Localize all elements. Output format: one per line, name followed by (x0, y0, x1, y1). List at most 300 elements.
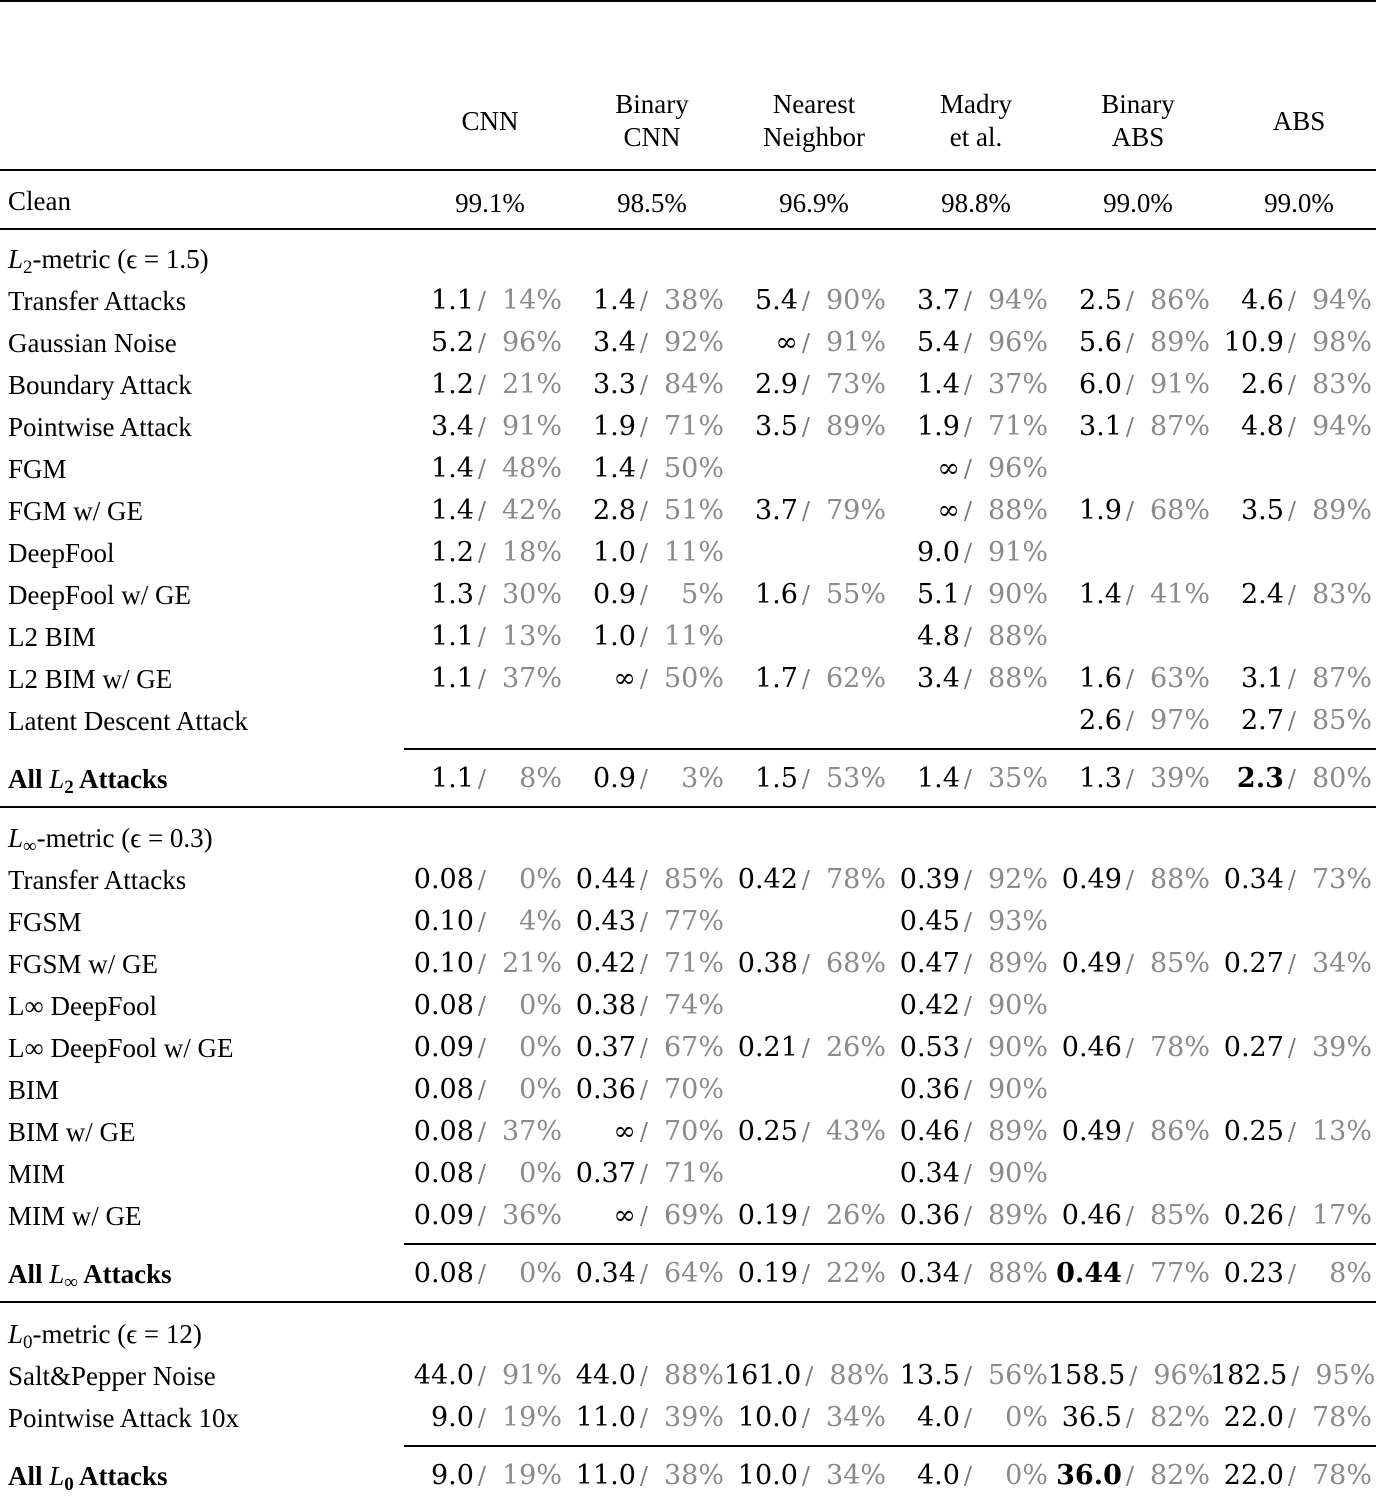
median-perturbation: 0.49 (1061, 1116, 1122, 1147)
separator: / (477, 1404, 486, 1432)
success-rate: 92% (987, 864, 1048, 895)
column-header-line2: ABS (1111, 122, 1165, 152)
success-rate: 73% (825, 369, 886, 400)
median-perturbation: 22.0 (1223, 1402, 1284, 1433)
column-header (895, 88, 1057, 154)
result-cell (1210, 1027, 1372, 1069)
separator: / (963, 287, 972, 315)
label-suffix: -metric (ϵ = 0.3) (36, 823, 213, 853)
separator: / (477, 371, 486, 399)
row-label: Pointwise Attack (8, 412, 192, 442)
median-perturbation: 10.0 (737, 1402, 798, 1433)
median-perturbation: 0.25 (737, 1116, 798, 1147)
median-perturbation: 0.44 (575, 864, 636, 895)
success-rate: 0% (519, 1258, 562, 1289)
summary-rule (404, 1445, 1376, 1447)
summary-label (8, 758, 168, 800)
median-perturbation: 0.46 (1061, 1200, 1122, 1231)
success-rate: 11% (663, 537, 724, 568)
column-header (409, 105, 571, 138)
success-rate: 0% (1005, 1402, 1048, 1433)
result-cell (400, 658, 562, 700)
separator: / (1291, 1362, 1300, 1390)
result-cell (1048, 658, 1210, 700)
success-rate: 88% (987, 1258, 1048, 1289)
success-rate: 78% (1149, 1032, 1210, 1063)
median-perturbation: 1.9 (1078, 495, 1122, 526)
separator: / (1125, 1202, 1134, 1230)
separator: / (1125, 1462, 1134, 1490)
separator: / (1287, 413, 1296, 441)
separator: / (639, 413, 648, 441)
separator: / (639, 1404, 648, 1432)
section-header-row (0, 1313, 1376, 1355)
result-cell (1048, 758, 1210, 800)
result-cell (562, 574, 724, 616)
median-perturbation: 2.5 (1078, 285, 1122, 316)
separator: / (963, 581, 972, 609)
median-perturbation: 5.4 (916, 327, 960, 358)
success-rate: 90% (825, 285, 886, 316)
separator: / (1125, 1034, 1134, 1062)
result-cell (562, 322, 724, 364)
success-rate: 5% (681, 579, 724, 610)
separator: / (477, 455, 486, 483)
median-perturbation: ∞ (613, 1116, 636, 1147)
success-rate: 84% (663, 369, 724, 400)
separator: / (1287, 1462, 1296, 1490)
column-header (571, 88, 733, 154)
result-cell (724, 1397, 886, 1439)
result-cell (1048, 943, 1210, 985)
median-perturbation: 1.5 (754, 763, 798, 794)
result-cell (886, 901, 1048, 943)
separator: / (477, 992, 486, 1020)
table-row (0, 406, 1376, 448)
success-rate: 22% (825, 1258, 886, 1289)
separator: / (639, 950, 648, 978)
separator: / (963, 1202, 972, 1230)
success-rate: 96% (1153, 1360, 1214, 1391)
success-rate: 36% (501, 1200, 562, 1231)
median-perturbation: 44.0 (413, 1360, 474, 1391)
median-perturbation: 4.0 (916, 1460, 960, 1491)
success-rate: 70% (663, 1116, 724, 1147)
separator: / (963, 413, 972, 441)
separator: / (963, 866, 972, 894)
table-row (0, 1069, 1376, 1111)
result-cell (886, 1195, 1048, 1237)
metric-symbol: L (49, 1461, 65, 1491)
separator: / (477, 329, 486, 357)
table-row (0, 364, 1376, 406)
success-rate: 85% (663, 864, 724, 895)
success-rate: 89% (987, 1116, 1048, 1147)
clean-row (0, 180, 1376, 222)
result-cell (562, 758, 724, 800)
success-rate: 19% (501, 1460, 562, 1491)
result-cell (1210, 280, 1372, 322)
result-cell (886, 490, 1048, 532)
result-cell (724, 859, 886, 901)
result-cell (724, 364, 886, 406)
metric-symbol: L (8, 823, 24, 853)
result-cell (400, 616, 562, 658)
separator: / (1125, 413, 1134, 441)
success-rate: 0% (519, 1032, 562, 1063)
success-rate: 85% (1149, 948, 1210, 979)
row-label: Gaussian Noise (8, 328, 177, 358)
median-perturbation: 1.4 (430, 453, 474, 484)
median-perturbation: 44.0 (575, 1360, 636, 1391)
median-perturbation: 36.0 (1056, 1460, 1122, 1491)
median-perturbation: 5.1 (916, 579, 960, 610)
result-cell (886, 1253, 1048, 1295)
result-cell (1048, 1355, 1214, 1397)
separator: / (477, 665, 486, 693)
metric-symbol: L (8, 1319, 24, 1349)
separator: / (639, 1202, 648, 1230)
median-perturbation: 0.53 (899, 1032, 960, 1063)
median-perturbation: 0.27 (1223, 1032, 1284, 1063)
table-row (0, 985, 1376, 1027)
success-rate: 37% (987, 369, 1048, 400)
result-cell (1048, 1253, 1210, 1295)
success-rate: 82% (1149, 1460, 1210, 1491)
summary-label (8, 1253, 172, 1295)
success-rate: 26% (825, 1032, 886, 1063)
row-label: MIM w/ GE (8, 1201, 142, 1231)
median-perturbation: 0.44 (1056, 1258, 1122, 1289)
separator: / (1125, 866, 1134, 894)
separator: / (639, 1034, 648, 1062)
median-perturbation: 0.08 (413, 1158, 474, 1189)
success-rate: 85% (1149, 1200, 1210, 1231)
success-rate: 4% (519, 906, 562, 937)
median-perturbation: 1.3 (430, 579, 474, 610)
result-cell (400, 1027, 562, 1069)
median-perturbation: 0.43 (575, 906, 636, 937)
row-label: DeepFool w/ GE (8, 580, 191, 610)
median-perturbation: 3.1 (1240, 663, 1284, 694)
separator: / (1125, 329, 1134, 357)
separator: / (805, 1362, 814, 1390)
median-perturbation: 1.2 (430, 537, 474, 568)
median-perturbation: 1.4 (592, 453, 636, 484)
result-cell (562, 1111, 724, 1153)
success-rate: 77% (663, 906, 724, 937)
success-rate: 74% (663, 990, 724, 1021)
success-rate: 37% (501, 663, 562, 694)
success-rate: 90% (987, 579, 1048, 610)
success-rate: 39% (1149, 763, 1210, 794)
median-perturbation: 0.47 (899, 948, 960, 979)
median-perturbation: 2.8 (592, 495, 636, 526)
median-perturbation: 0.39 (899, 864, 960, 895)
success-rate: 63% (1149, 663, 1210, 694)
success-rate: 83% (1311, 369, 1372, 400)
median-perturbation: 13.5 (899, 1360, 960, 1391)
median-perturbation: 0.38 (737, 948, 798, 979)
median-perturbation: 1.7 (754, 663, 798, 694)
result-cell (886, 616, 1048, 658)
success-rate: 14% (501, 285, 562, 316)
result-cell (724, 658, 886, 700)
success-rate: 91% (501, 1360, 562, 1391)
median-perturbation: 1.9 (592, 411, 636, 442)
row-label: L2 BIM (8, 622, 96, 652)
result-cell (724, 1195, 886, 1237)
median-perturbation: 4.6 (1240, 285, 1284, 316)
median-perturbation: 9.0 (430, 1402, 474, 1433)
median-perturbation: 3.1 (1078, 411, 1122, 442)
median-perturbation: 158.5 (1048, 1360, 1126, 1391)
median-perturbation: 1.4 (916, 369, 960, 400)
success-rate: 53% (825, 763, 886, 794)
separator: / (639, 1462, 648, 1490)
median-perturbation: 0.49 (1061, 864, 1122, 895)
result-cell (1048, 280, 1210, 322)
table-row (0, 1195, 1376, 1237)
success-rate: 71% (663, 1158, 724, 1189)
table-rule (0, 806, 1376, 808)
success-rate: 82% (1149, 1402, 1210, 1433)
result-cell (724, 1355, 890, 1397)
median-perturbation: 0.08 (413, 1074, 474, 1105)
result-cell (400, 532, 562, 574)
result-cell (886, 1355, 1048, 1397)
label-suffix: -metric (ϵ = 1.5) (32, 244, 209, 274)
result-cell (1048, 490, 1210, 532)
separator: / (1287, 1202, 1296, 1230)
success-rate: 0% (1005, 1460, 1048, 1491)
median-perturbation: 0.46 (899, 1116, 960, 1147)
success-rate: 97% (1149, 705, 1210, 736)
success-rate: 56% (987, 1360, 1048, 1391)
median-perturbation: 1.1 (430, 663, 474, 694)
median-perturbation: 1.3 (1078, 763, 1122, 794)
success-rate: 42% (501, 495, 562, 526)
result-cell (886, 658, 1048, 700)
separator: / (477, 623, 486, 651)
result-cell (1210, 406, 1372, 448)
label-suffix: Attacks (73, 1461, 168, 1491)
separator: / (801, 287, 810, 315)
result-cell (400, 406, 562, 448)
median-perturbation: 2.6 (1078, 705, 1122, 736)
result-cell (886, 985, 1048, 1027)
metric-subscript: 0 (64, 1474, 74, 1495)
column-header-line2: et al. (949, 122, 1003, 152)
success-rate: 80% (1311, 763, 1372, 794)
median-perturbation: 2.9 (754, 369, 798, 400)
median-perturbation: 1.4 (1078, 579, 1122, 610)
median-perturbation: 0.08 (413, 1116, 474, 1147)
row-label: Transfer Attacks (8, 865, 187, 895)
separator: / (963, 1118, 972, 1146)
separator: / (963, 1462, 972, 1490)
result-cell (1210, 758, 1372, 800)
row-label: FGSM (8, 907, 82, 937)
table-rule (0, 169, 1376, 171)
success-rate: 89% (825, 411, 886, 442)
summary-row (0, 1253, 1376, 1295)
median-perturbation: 0.42 (899, 990, 960, 1021)
success-rate: 71% (663, 411, 724, 442)
success-rate: 73% (1311, 864, 1372, 895)
separator: / (963, 950, 972, 978)
median-perturbation: 1.0 (592, 621, 636, 652)
row-label: Salt&Pepper Noise (8, 1361, 216, 1391)
table-row (0, 448, 1376, 490)
table-row (0, 532, 1376, 574)
median-perturbation: 0.37 (575, 1032, 636, 1063)
result-cell (562, 943, 724, 985)
success-rate: 68% (825, 948, 886, 979)
median-perturbation: ∞ (775, 327, 798, 358)
separator: / (639, 1260, 648, 1288)
success-rate: 94% (1311, 285, 1372, 316)
separator: / (1125, 950, 1134, 978)
median-perturbation: 0.36 (575, 1074, 636, 1105)
column-header-line1: Binary (615, 89, 689, 119)
separator: / (477, 539, 486, 567)
separator: / (1287, 665, 1296, 693)
table-row (0, 616, 1376, 658)
result-cell (886, 532, 1048, 574)
success-rate: 90% (987, 1158, 1048, 1189)
separator: / (801, 1118, 810, 1146)
median-perturbation: 1.4 (592, 285, 636, 316)
result-cell (562, 406, 724, 448)
median-perturbation: 9.0 (916, 537, 960, 568)
success-rate: 0% (519, 1158, 562, 1189)
separator: / (1125, 1118, 1134, 1146)
result-cell (562, 985, 724, 1027)
median-perturbation: 2.4 (1240, 579, 1284, 610)
median-perturbation: 1.9 (916, 411, 960, 442)
result-cell (562, 658, 724, 700)
median-perturbation: 0.26 (1223, 1200, 1284, 1231)
separator: / (477, 1362, 486, 1390)
separator: / (1125, 1404, 1134, 1432)
median-perturbation: 0.23 (1223, 1258, 1284, 1289)
success-rate: 86% (1149, 1116, 1210, 1147)
median-perturbation: 161.0 (724, 1360, 802, 1391)
success-rate: 70% (663, 1074, 724, 1105)
table-row (0, 859, 1376, 901)
result-cell (886, 943, 1048, 985)
separator: / (1125, 1260, 1134, 1288)
separator: / (639, 329, 648, 357)
separator: / (963, 1260, 972, 1288)
separator: / (801, 497, 810, 525)
separator: / (1287, 1118, 1296, 1146)
median-perturbation: 0.08 (413, 1258, 474, 1289)
clean-accuracy: 98.8% (941, 188, 1011, 218)
result-cell (1048, 574, 1210, 616)
separator: / (963, 329, 972, 357)
median-perturbation: 11.0 (575, 1402, 636, 1433)
success-rate: 94% (1311, 411, 1372, 442)
median-perturbation: 0.34 (899, 1158, 960, 1189)
result-cell (562, 1069, 724, 1111)
result-cell (1048, 1195, 1210, 1237)
separator: / (801, 329, 810, 357)
success-rate: 96% (501, 327, 562, 358)
success-rate: 89% (987, 1200, 1048, 1231)
separator: / (477, 1076, 486, 1104)
row-label: Clean (8, 186, 71, 216)
success-rate: 88% (663, 1360, 724, 1391)
success-rate: 89% (1149, 327, 1210, 358)
median-perturbation: 5.4 (754, 285, 798, 316)
success-rate: 8% (519, 763, 562, 794)
result-cell (1210, 1195, 1372, 1237)
separator: / (477, 581, 486, 609)
success-rate: 85% (1311, 705, 1372, 736)
median-perturbation: ∞ (613, 1200, 636, 1231)
median-perturbation: 36.5 (1061, 1402, 1122, 1433)
table-row (0, 1027, 1376, 1069)
result-cell (1210, 700, 1372, 742)
table-row (0, 490, 1376, 532)
separator: / (1125, 581, 1134, 609)
separator: / (639, 623, 648, 651)
result-cell (562, 448, 724, 490)
separator: / (963, 497, 972, 525)
success-rate: 92% (663, 327, 724, 358)
median-perturbation: 0.27 (1223, 948, 1284, 979)
result-cell (1210, 859, 1372, 901)
success-rate: 34% (1311, 948, 1372, 979)
success-rate: 95% (1315, 1360, 1376, 1391)
table-row (0, 1397, 1376, 1439)
success-rate: 34% (825, 1460, 886, 1491)
median-perturbation: 1.1 (430, 763, 474, 794)
success-rate: 89% (987, 948, 1048, 979)
median-perturbation: 0.9 (592, 579, 636, 610)
separator: / (477, 1260, 486, 1288)
result-cell (1210, 364, 1372, 406)
success-rate: 51% (663, 495, 724, 526)
table-rule (0, 1301, 1376, 1303)
result-cell (886, 1069, 1048, 1111)
row-label: L2 BIM w/ GE (8, 664, 173, 694)
result-cell (562, 532, 724, 574)
median-perturbation: 0.21 (737, 1032, 798, 1063)
median-perturbation: 5.2 (430, 327, 474, 358)
result-cell (1210, 943, 1372, 985)
result-cell (886, 1397, 1048, 1439)
median-perturbation: 10.9 (1223, 327, 1284, 358)
metric-symbol: L (49, 1259, 65, 1289)
success-rate: 94% (987, 285, 1048, 316)
success-rate: 39% (663, 1402, 724, 1433)
result-cell (562, 1253, 724, 1295)
median-perturbation: 0.10 (413, 948, 474, 979)
median-perturbation: 5.6 (1078, 327, 1122, 358)
median-perturbation: 9.0 (430, 1460, 474, 1491)
result-cell (1048, 859, 1210, 901)
result-cell (886, 406, 1048, 448)
table-row (0, 658, 1376, 700)
separator: / (639, 1076, 648, 1104)
success-rate: 96% (987, 453, 1048, 484)
success-rate: 17% (1311, 1200, 1372, 1231)
median-perturbation: 0.25 (1223, 1116, 1284, 1147)
separator: / (477, 908, 486, 936)
